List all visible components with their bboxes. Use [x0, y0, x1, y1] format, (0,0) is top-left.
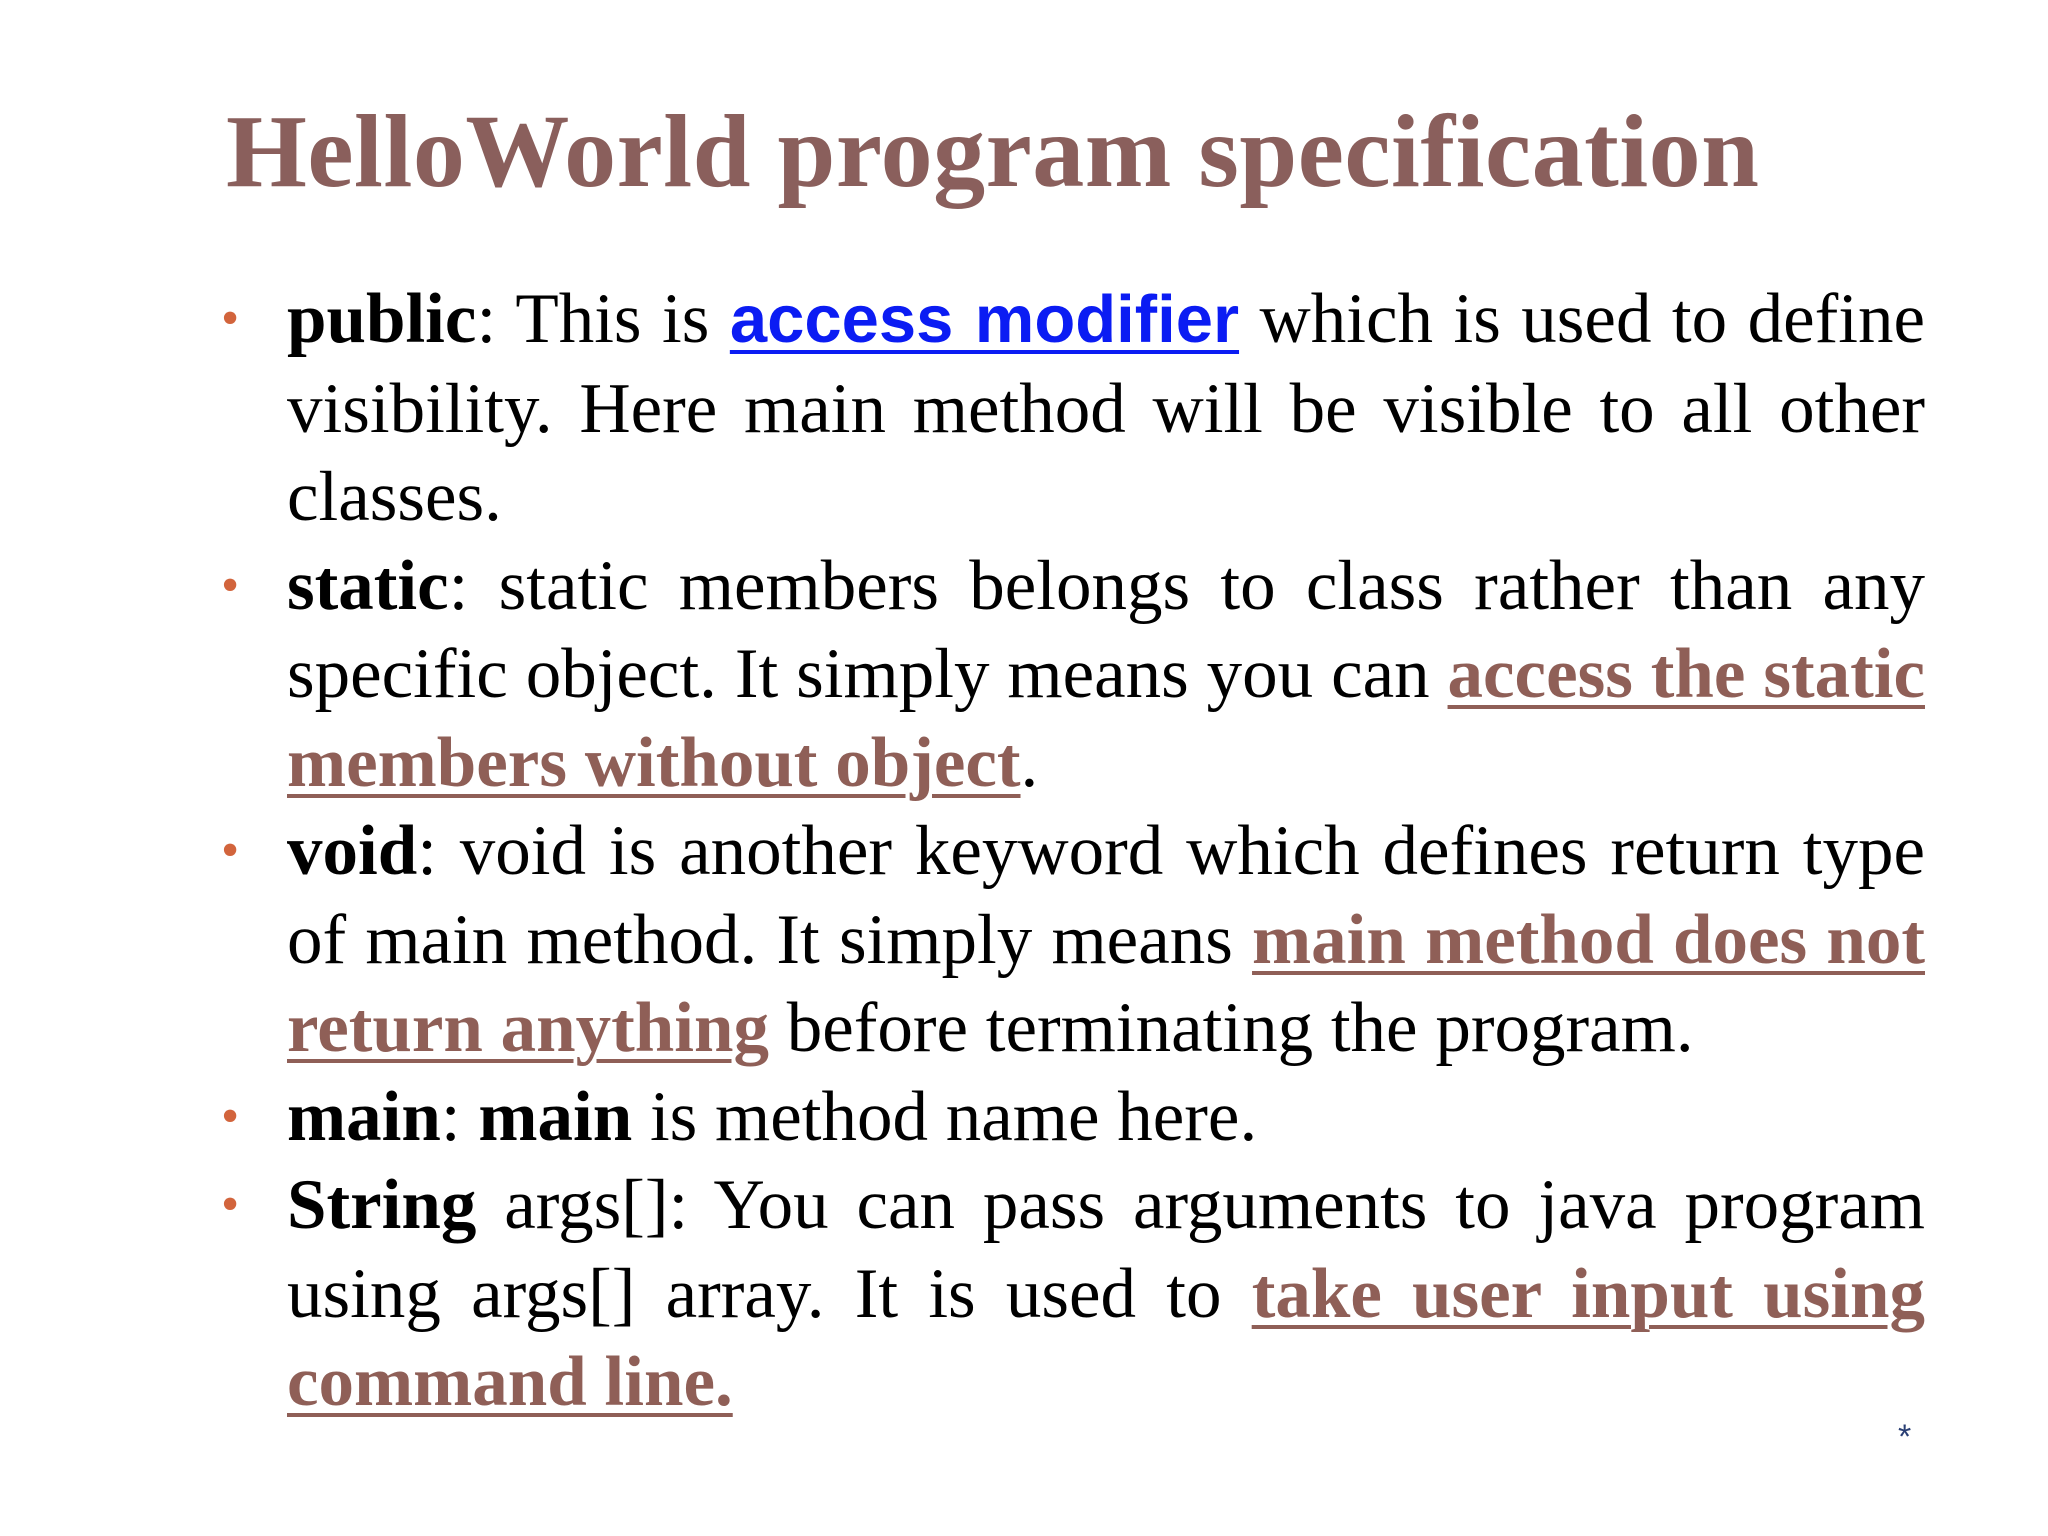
bullet-text: is method name here. — [632, 1077, 1258, 1156]
bullet-dot-icon: • — [221, 1176, 240, 1233]
bullet-text: : void is another keyword which defines return type of main method. It simply means — [287, 812, 1925, 979]
bullet-text: . — [1020, 723, 1039, 802]
keyword-static: static — [287, 546, 449, 625]
bullet-item-static — [221, 542, 1925, 808]
keyword-public: public — [287, 280, 477, 358]
bullet-text: : — [440, 1077, 479, 1156]
keyword-main-second: main — [478, 1077, 633, 1156]
highlighted-phrase: access the static members without object — [287, 635, 1925, 802]
highlighted-phrase: main method does not return anything — [287, 900, 1925, 1067]
bullet-list — [221, 275, 1925, 1427]
keyword-main: main — [287, 1077, 441, 1156]
bullet-text: before terminating the program. — [768, 989, 1694, 1067]
access-modifier-link[interactable]: access modifier — [729, 282, 1240, 357]
bullet-dot-icon: • — [221, 556, 240, 614]
bullet-item-main — [221, 1073, 1925, 1162]
bullet-text: : static members belongs to class rather than any specific object. It simply means you can — [287, 546, 1925, 713]
bullet-item-public — [221, 275, 1925, 542]
footnote-mark: * — [1898, 1418, 1912, 1456]
bullet-dot-icon: • — [221, 822, 240, 879]
bullet-item-void — [221, 807, 1925, 1073]
bullet-text: : This is — [476, 280, 730, 358]
highlighted-phrase: take user input using command line. — [287, 1254, 1925, 1421]
slide-title: HelloWorld program specification — [226, 94, 1760, 209]
bullet-text: which is used to define visibility. Here main method will be visible to all other classes. — [287, 280, 1925, 536]
bullet-dot-icon: • — [221, 1087, 240, 1145]
keyword-string: String — [287, 1166, 477, 1244]
keyword-void: void — [287, 812, 418, 890]
bullet-item-string-args — [221, 1161, 1925, 1427]
bullet-text: args[]: You can pass arguments to java program using args[] array. It is used to — [287, 1166, 1925, 1333]
bullet-dot-icon: • — [221, 290, 240, 347]
